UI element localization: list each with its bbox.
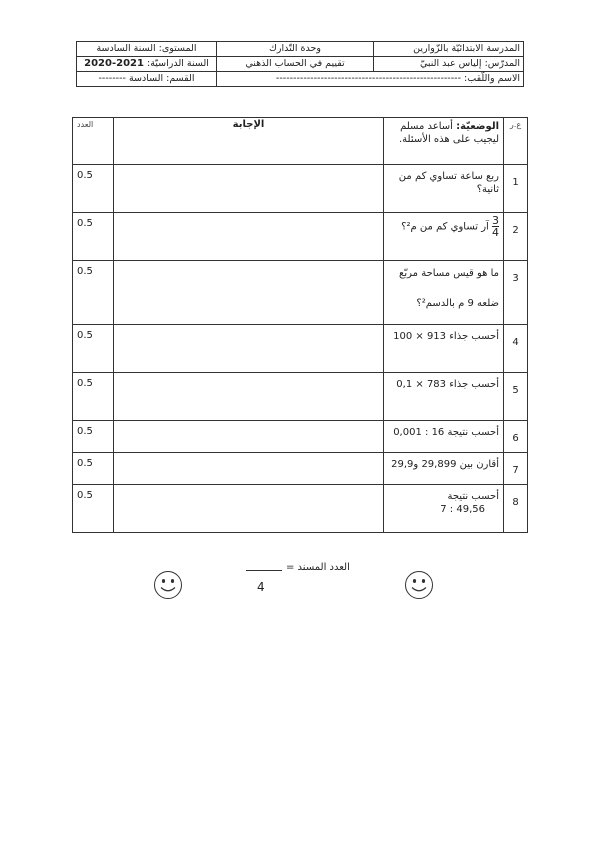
header-table <box>76 41 524 87</box>
question-text <box>384 325 504 373</box>
fraction-numerator: 3 <box>492 214 499 227</box>
unit-name: وحدة التّدارك <box>217 42 374 57</box>
question-line: آر تساوي كم من م²؟ <box>401 221 489 233</box>
answer-cell[interactable] <box>114 213 384 261</box>
column-header-number: ع.ر <box>504 118 528 165</box>
situation-text-line2: ليجيب على هذه الأسئلة. <box>399 134 499 145</box>
score-value: 0.5 <box>73 213 114 261</box>
table-row <box>73 325 528 373</box>
answer-cell[interactable] <box>114 421 384 453</box>
level: المستوى: السنة السادسة <box>77 42 217 57</box>
school-name: المدرسة الابتدائيّة بالزّوارين <box>374 42 524 57</box>
answer-cell[interactable] <box>114 165 384 213</box>
question-line: 49,56 : 7 <box>440 504 485 515</box>
table-header-row <box>73 118 528 165</box>
class-field[interactable]: القسم: السادسة -------- <box>77 72 217 87</box>
table-row <box>73 485 528 533</box>
question-line: ربع ساعة تساوي كم من <box>398 171 499 182</box>
question-line: أقارن بين 29,899 و29,9 <box>391 459 499 470</box>
question-line: أحسب جذاء 783 × 0,1 <box>396 379 499 390</box>
question-text <box>384 261 504 325</box>
table-row <box>73 165 528 213</box>
question-number: 3 <box>504 261 528 325</box>
question-line: ثانية؟ <box>476 184 499 195</box>
question-number: 6 <box>504 421 528 453</box>
score-value: 0.5 <box>73 485 114 533</box>
question-text <box>384 165 504 213</box>
situation-label: الوضعيّة: <box>456 121 499 132</box>
table-row <box>73 453 528 485</box>
answer-cell[interactable] <box>114 485 384 533</box>
school-year-value: 2021-2020 <box>84 58 144 69</box>
situation-cell <box>384 118 504 165</box>
grade-blank[interactable] <box>243 566 277 578</box>
question-line: ما هو قيس مساحة مربّع <box>399 268 499 279</box>
table-row <box>73 261 528 325</box>
score-value: 0.5 <box>73 421 114 453</box>
question-number: 7 <box>504 453 528 485</box>
situation-text: أساعد مسلم <box>400 121 457 132</box>
question-line: أحسب نتيجة <box>447 491 499 502</box>
table-row <box>73 421 528 453</box>
evaluation-title: تقييم في الحساب الذهني <box>217 57 374 72</box>
column-header-answer: الإجابة <box>114 118 384 165</box>
smiley-face-icon <box>153 570 183 600</box>
question-line: أحسب جذاء 913 × 100 <box>393 331 499 342</box>
table-row <box>73 373 528 421</box>
school-year-label: السنة الدراسيّة: <box>147 58 209 69</box>
score-value: 0.5 <box>73 165 114 213</box>
question-text <box>384 453 504 485</box>
question-number: 8 <box>504 485 528 533</box>
school-year <box>77 57 217 72</box>
question-text <box>384 421 504 453</box>
answer-cell[interactable] <box>114 453 384 485</box>
fraction-denominator: 4 <box>492 226 499 239</box>
question-line: أحسب نتيجة 16 : 0,001 <box>393 427 499 438</box>
questions-table <box>72 117 528 533</box>
question-number: 1 <box>504 165 528 213</box>
question-text <box>384 373 504 421</box>
grade-label: العدد المسند = <box>286 562 350 573</box>
score-value: 0.5 <box>73 453 114 485</box>
question-text <box>384 485 504 533</box>
answer-cell[interactable] <box>114 325 384 373</box>
score-value: 0.5 <box>73 373 114 421</box>
question-number: 5 <box>504 373 528 421</box>
teacher-name: المدرّس: إلياس عبد النبيّ <box>374 57 524 72</box>
question-number: 4 <box>504 325 528 373</box>
smiley-face-icon <box>404 570 434 600</box>
score-value: 0.5 <box>73 325 114 373</box>
answer-cell[interactable] <box>114 373 384 421</box>
fraction <box>492 215 499 238</box>
question-text <box>384 213 504 261</box>
table-row <box>73 213 528 261</box>
question-number: 2 <box>504 213 528 261</box>
grade-denominator: 4 <box>257 580 265 594</box>
score-value: 0.5 <box>73 261 114 325</box>
question-line: ضلعه 9 م بالدسم²؟ <box>416 298 499 309</box>
student-name-field[interactable]: الاسم واللّقب: ------------------------------------------------------ <box>217 72 524 87</box>
column-header-score: العدد <box>73 118 114 165</box>
answer-cell[interactable] <box>114 261 384 325</box>
